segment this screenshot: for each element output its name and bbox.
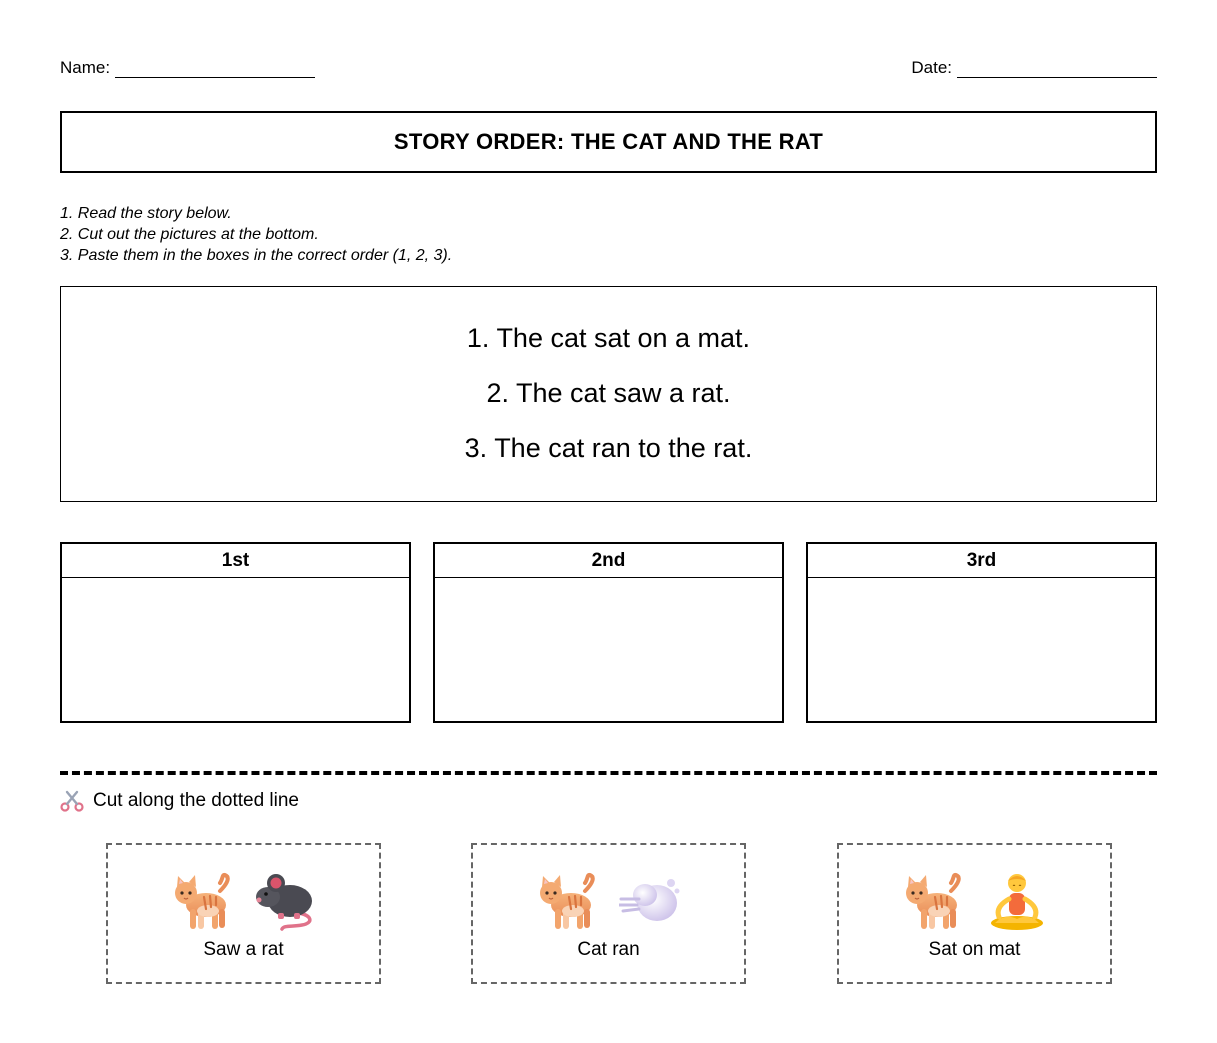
order-box-heading: 3rd xyxy=(808,544,1155,578)
story-box xyxy=(60,286,1157,502)
date-label: Date: xyxy=(911,58,952,77)
card-label: Cat ran xyxy=(577,939,640,960)
name-label: Name: xyxy=(60,58,111,77)
cat-icon xyxy=(170,869,234,933)
name-blank-line[interactable] xyxy=(115,61,315,78)
person-sitting-icon xyxy=(985,869,1049,933)
cut-note-text: Cut along the dotted line xyxy=(93,790,299,811)
card-pictures xyxy=(839,869,1110,935)
cut-note xyxy=(60,790,299,812)
order-box-1st[interactable] xyxy=(60,542,411,723)
card-label: Saw a rat xyxy=(203,939,284,960)
order-box-2nd[interactable] xyxy=(433,542,784,723)
date-blank-line[interactable] xyxy=(957,61,1157,78)
story-line: 3. The cat ran to the rat. xyxy=(464,433,753,463)
card-label: Sat on mat xyxy=(928,939,1021,960)
cat-icon xyxy=(901,869,965,933)
cut-line-divider xyxy=(60,771,1157,775)
card-pictures xyxy=(108,869,379,935)
order-box-heading: 1st xyxy=(62,544,409,578)
cutout-card-sat-on-mat[interactable] xyxy=(837,843,1112,984)
cutout-card-saw-a-rat[interactable] xyxy=(106,843,381,984)
instruction-line: 1. Read the story below. xyxy=(60,205,232,222)
name-field[interactable] xyxy=(60,58,315,78)
scissors-icon xyxy=(60,790,84,812)
rat-icon xyxy=(254,869,318,933)
order-box-3rd[interactable] xyxy=(806,542,1157,723)
header-row xyxy=(60,58,1157,82)
card-pictures xyxy=(473,869,744,935)
page-title: STORY ORDER: THE CAT AND THE RAT xyxy=(60,111,1157,173)
order-box-heading: 2nd xyxy=(435,544,782,578)
date-field[interactable] xyxy=(911,58,1157,78)
instruction-line: 2. Cut out the pictures at the bottom. xyxy=(60,226,319,243)
story-line: 1. The cat sat on a mat. xyxy=(466,323,751,353)
story-line: 2. The cat saw a rat. xyxy=(486,378,731,408)
dash-cloud-icon xyxy=(619,869,683,933)
instructions xyxy=(60,203,452,266)
cutout-card-cat-ran[interactable] xyxy=(471,843,746,984)
cat-icon xyxy=(535,869,599,933)
instruction-line: 3. Paste them in the boxes in the correct order (1, 2, 3). xyxy=(60,247,453,264)
